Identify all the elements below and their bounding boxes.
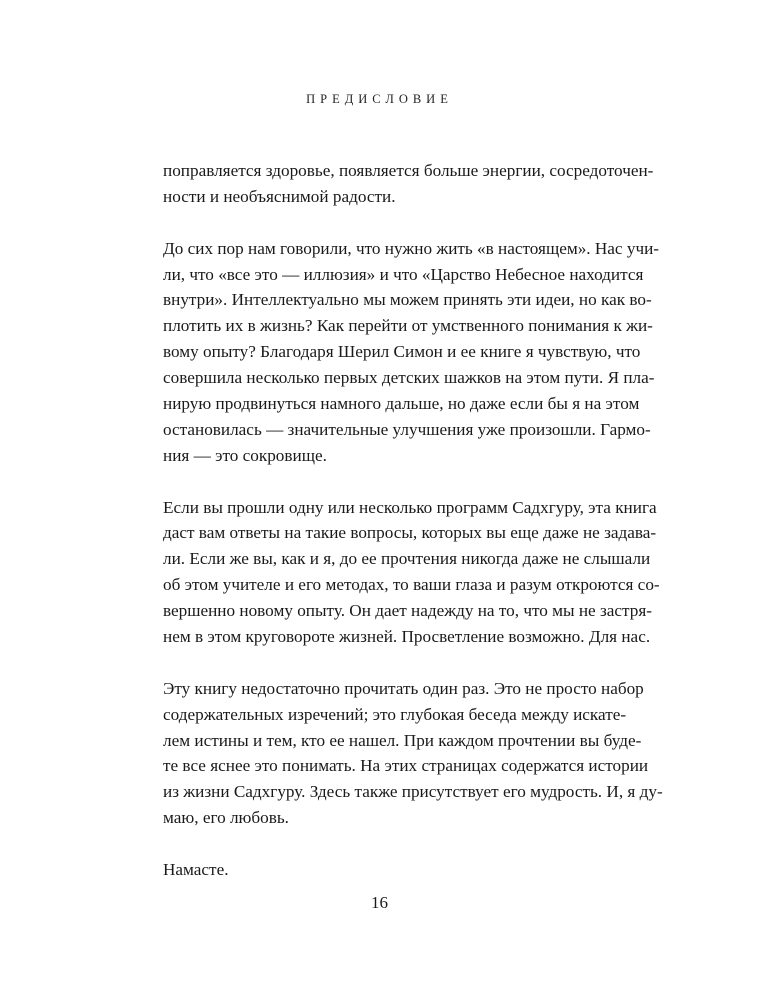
text-line: вершенно новому опыту. Он дает надежду на то, что мы не застря- — [163, 601, 652, 621]
text-line: плотить их в жизнь? Как перейти от умственного понимания к жи- — [163, 316, 653, 336]
text-line: Если вы прошли одну или несколько программ Садхгуру, эта книга — [163, 497, 657, 517]
text-line: Эту книгу недостаточно прочитать один раз. Это не просто набор — [163, 678, 644, 698]
text-line: маю, его любовь. — [163, 808, 289, 828]
text-line: До сих пор нам говорили, что нужно жить «в настоящем». Нас учи- — [163, 238, 660, 258]
text-line: совершила несколько первых детских шажков на этом пути. Я пла- — [163, 368, 655, 388]
paragraph-5 — [163, 857, 593, 883]
text-line: содержательных изречений; это глубокая беседа между искате- — [163, 704, 627, 724]
text-line: вому опыту? Благодаря Шерил Симон и ее книге я чувствую, что — [163, 342, 641, 362]
text-line: те все яснее это понимать. На этих страницах содержатся истории — [163, 756, 649, 776]
paragraph-1 — [163, 158, 654, 210]
text-line: остановилась — значительные улучшения уже произошли. Гармо- — [163, 419, 651, 439]
text-line: Намасте. — [163, 860, 229, 880]
text-line: даст вам ответы на такие вопросы, которых вы еще даже не задава- — [163, 523, 657, 543]
text-line: нирую продвинуться намного дальше, но даже если бы я на этом — [163, 394, 640, 414]
paragraph-3 — [163, 495, 660, 650]
text-line: нем в этом круговороте жизней. Просветление возможно. Для нас. — [163, 627, 651, 647]
text-line: лем истины и тем, кто ее нашел. При каждом прочтении вы буде- — [163, 730, 642, 750]
paragraph-2 — [163, 236, 660, 469]
paragraph-4 — [163, 676, 663, 831]
text-line: ли, что «все это — иллюзия» и что «Царство Небесное находится — [163, 264, 644, 284]
text-line: ности и необъяснимой радости. — [163, 186, 396, 206]
body-text — [163, 158, 663, 909]
text-line: поправляется здоровье, появляется больше энергии, сосредоточен- — [163, 161, 654, 180]
text-line: ния — это сокровище. — [163, 445, 327, 465]
text-line: из жизни Садхгуру. Здесь также присутствует его мудрость. И, я ду- — [163, 782, 663, 802]
text-line: внутри». Интеллектуально мы можем принять эти идеи, но как во- — [163, 290, 652, 310]
page-number: 16 — [371, 893, 388, 912]
text-line: ли. Если же вы, как и я, до ее прочтения никогда даже не слышали — [163, 549, 651, 569]
text-line: об этом учителе и его методах, то ваши глаза и разум откроются со- — [163, 575, 660, 595]
running-head: ПРЕДИСЛОВИЕ — [306, 92, 453, 106]
